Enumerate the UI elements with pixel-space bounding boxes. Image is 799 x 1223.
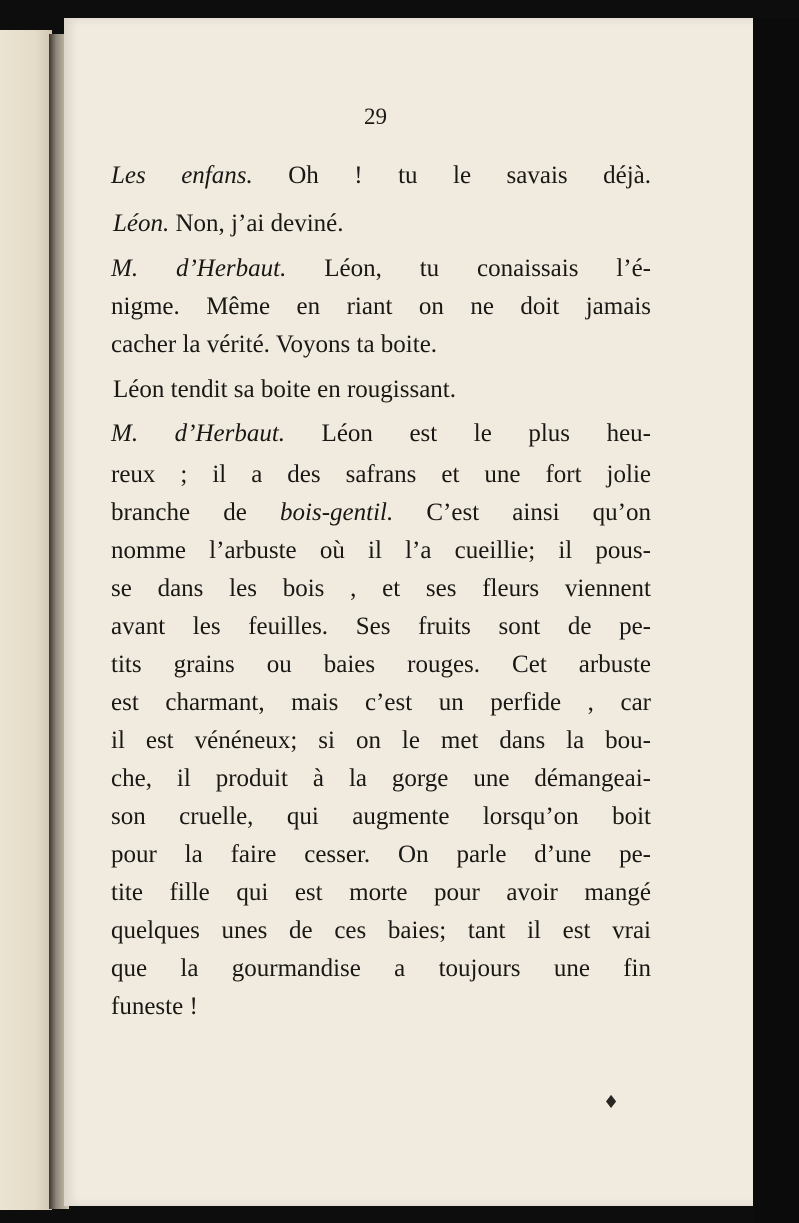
text-line: est charmant, mais c’est un perfide , car [111,689,651,716]
text-line: avant les feuilles. Ses fruits sont de pe- [111,613,651,640]
text-line: tits grains ou baies rouges. Cet arbuste [111,651,651,678]
text-line: nigme. Même en riant on ne doit jamais [111,293,651,320]
line-text: Non, j’ai deviné. [169,210,344,237]
speaker-name: M. d’Herbaut. [111,420,286,447]
line-text: Oh ! tu le savais déjà. [252,162,651,189]
text-line: se dans les bois , et ses fleurs viennent [111,575,651,602]
line-text: Léon est le plus heu- [285,420,651,447]
text-line: reux ; il a des safrans et une fort jolie [111,461,651,488]
text-line: son cruelle, qui augmente lorsqu’on boit [111,803,651,830]
text-line [111,160,651,192]
line-text: branche de [111,499,281,526]
speaker-name: M. d’Herbaut. [111,255,287,282]
text-line: quelques unes de ces baies; tant il est vrai [111,917,651,944]
page-number: 29 [364,104,387,129]
background-edge [753,18,799,1223]
text-line [113,208,623,240]
text-line: il est vénéneux; si on le met dans la bou- [111,727,651,754]
speaker-name: Les enfans. [111,162,253,189]
text-line: che, il produit à la gorge une démangeai- [111,765,651,792]
text-line: nomme l’arbuste où il l’a cueillie; il pous- [111,537,651,564]
facing-page-edge [0,30,52,1210]
text-line: que la gourmandise a toujours une fin [111,955,651,982]
text-line [111,253,651,285]
line-text-rest: C’est ainsi qu’on [393,499,651,526]
ink-mark: ♦ [603,1092,620,1113]
text-line [111,418,651,450]
text-line: cacher la vérité. Voyons ta boite. [111,331,438,358]
line-text: Léon, tu conaissais l’é- [286,255,651,282]
text-line [111,497,651,529]
text-line: Léon tendit sa boite en rougissant. [113,376,456,403]
text-line: tite fille qui est morte pour avoir mangé [111,879,651,906]
italic-term: bois-gentil. [280,499,394,526]
text-line: pour la faire cesser. On parle d’une pe- [111,841,651,868]
speaker-name: Léon. [113,210,170,237]
text-line: funeste ! [111,993,198,1020]
